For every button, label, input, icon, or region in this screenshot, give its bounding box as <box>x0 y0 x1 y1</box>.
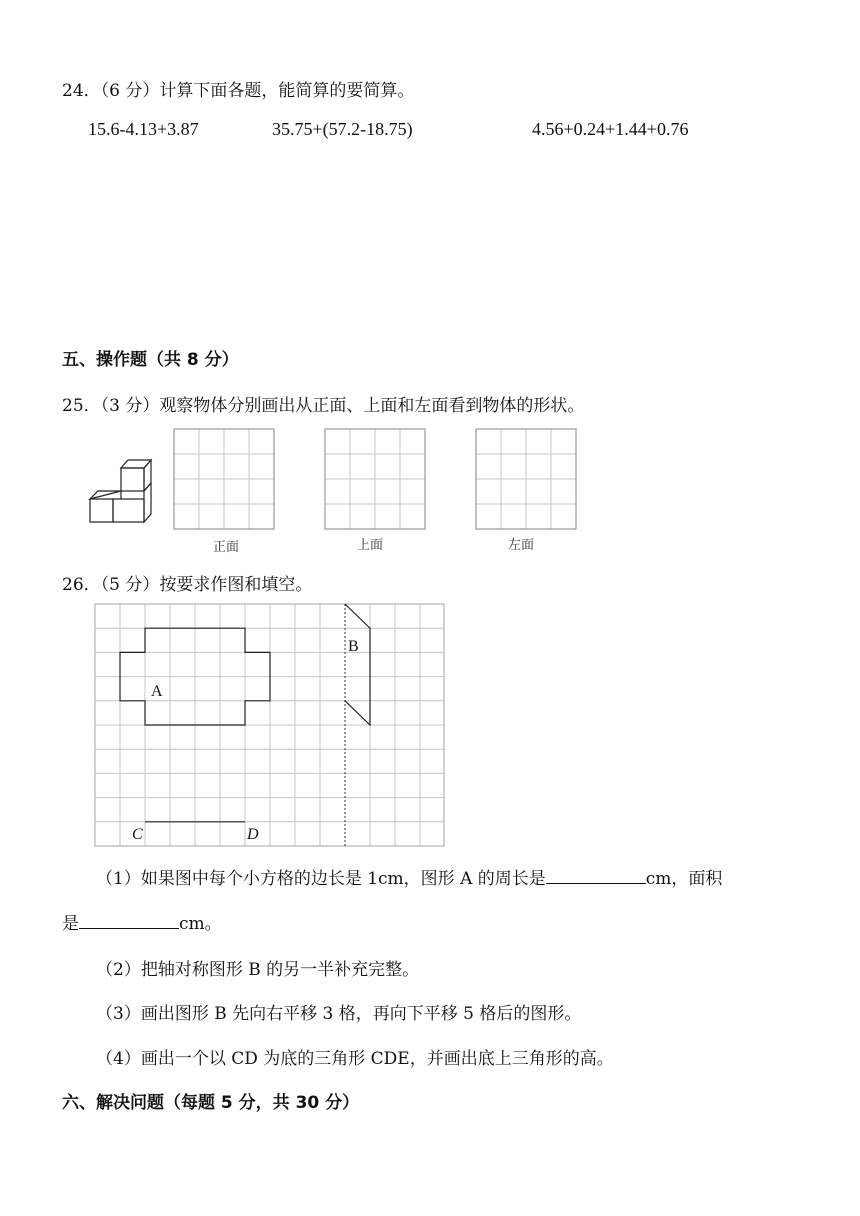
q26-part1-area-unit: cm。 <box>179 914 222 934</box>
q26-part4: （4）画出一个以 CD 为底的三角形 CDE，并画出底上三角形的高。 <box>96 1049 614 1069</box>
q24-expression-1: 15.6-4.13+3.87 <box>88 119 199 139</box>
q26-part2: （2）把轴对称图形 B 的另一半补充完整。 <box>96 960 420 980</box>
q26-part1-unit: cm，面积 <box>645 869 723 889</box>
shape-b <box>345 604 370 725</box>
q24-header: 24．（6 分）计算下面各题，能简算的要简算。 <box>62 81 415 101</box>
q26-part1-line1 <box>96 864 722 889</box>
q26-grid-figure[interactable] <box>95 604 445 849</box>
q24-expression-3: 4.56+0.24+1.44+0.76 <box>532 119 689 139</box>
perimeter-answer-blank[interactable] <box>546 865 646 884</box>
q24-expression-2: 35.75+(57.2-18.75) <box>272 119 413 139</box>
q25-header: 25．（3 分）观察物体分别画出从正面、上面和左面看到物体的形状。 <box>62 396 585 416</box>
q26-part1-text: （1）如果图中每个小方格的边长是 1cm，图形 A 的周长是 <box>96 869 546 889</box>
label-b: B <box>348 638 359 655</box>
grid-front-label: 正面 <box>213 540 240 555</box>
q26-header: 26．（5 分）按要求作图和填空。 <box>62 575 313 595</box>
grid-left[interactable] <box>476 429 576 529</box>
grid-front[interactable] <box>174 429 274 529</box>
q26-part1-area-text: 是 <box>62 914 79 934</box>
label-a: A <box>151 683 163 700</box>
cube-figure <box>86 456 156 526</box>
area-answer-blank[interactable] <box>79 910 179 929</box>
grid-top[interactable] <box>325 429 425 529</box>
section-6-title: 六、解决问题（每题 5 分，共 30 分） <box>62 1093 360 1113</box>
q26-part1-line2 <box>62 909 222 934</box>
label-c: C <box>132 826 143 843</box>
grid-top-label: 上面 <box>357 538 384 553</box>
section-5-title: 五、操作题（共 8 分） <box>62 350 239 370</box>
grid-left-label: 左面 <box>508 538 535 553</box>
label-d: D <box>247 826 259 843</box>
q26-part3: （3）画出图形 B 先向右平移 3 格，再向下平移 5 格后的图形。 <box>96 1004 582 1024</box>
